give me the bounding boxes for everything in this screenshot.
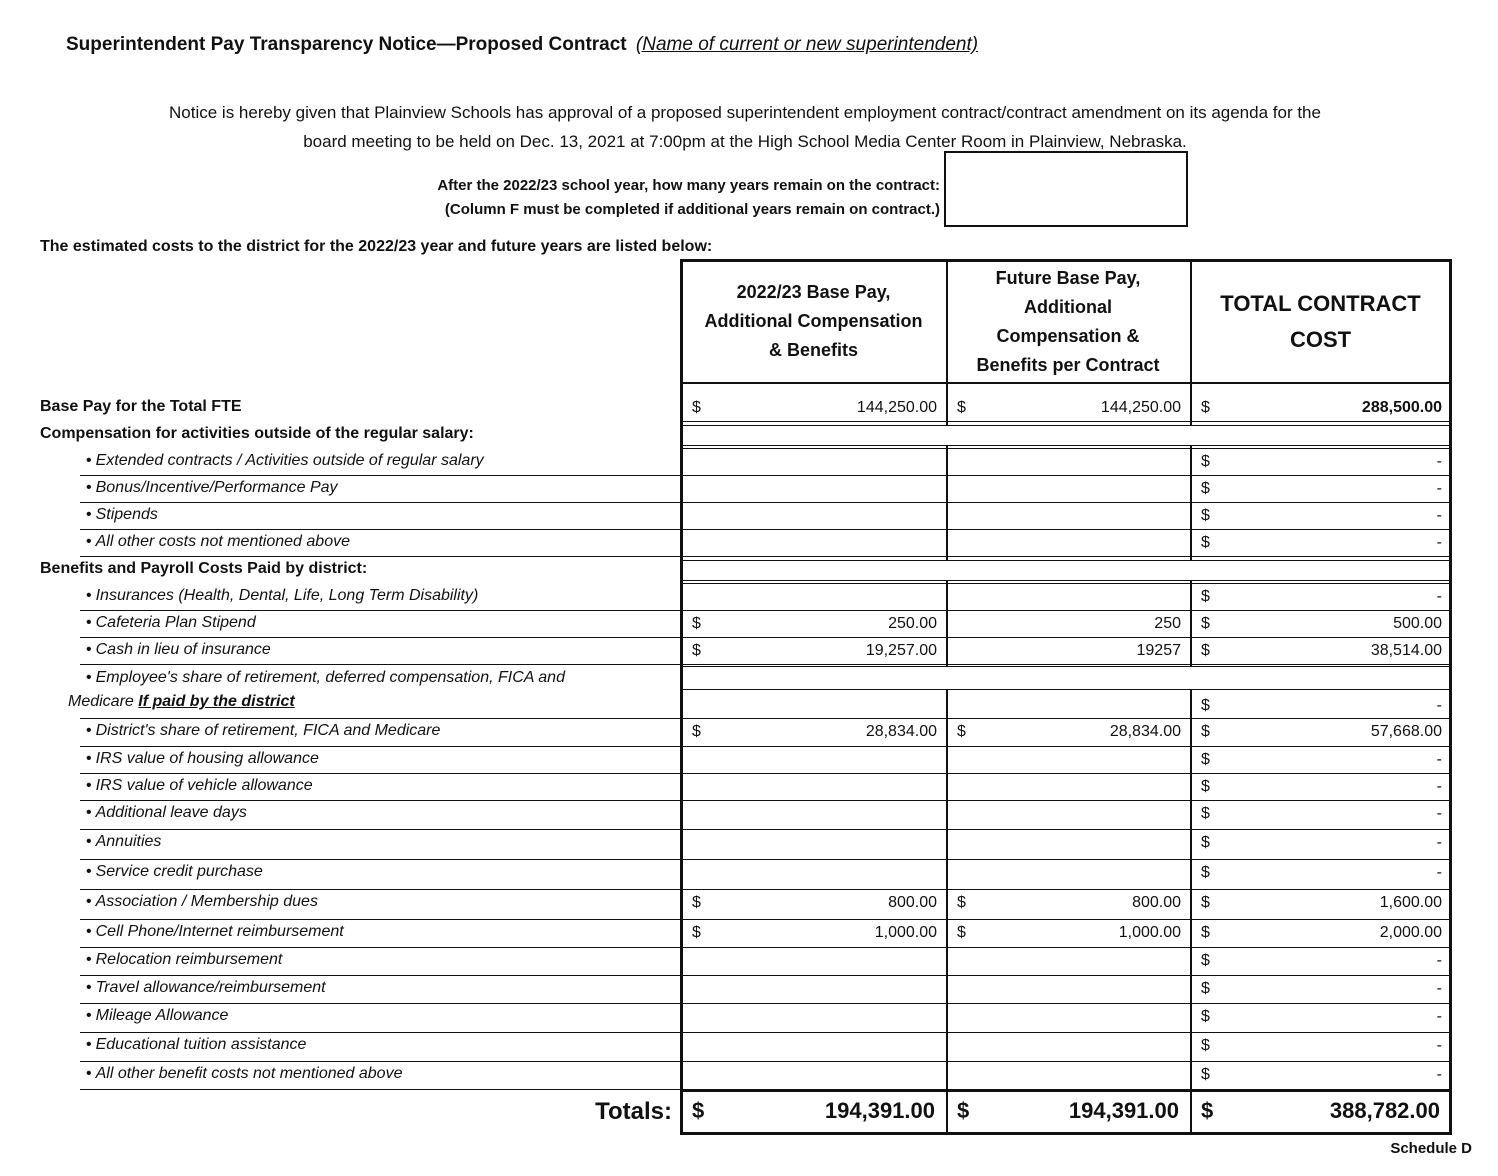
amount-cell[interactable]: - [1436,980,1442,997]
amount-cell[interactable]: 57,668.00 [1370,723,1442,740]
column-header-3 [1191,261,1450,382]
column-header-line: Future Base Pay, [995,267,1141,288]
row-underline [80,556,680,557]
row-underline [80,773,680,774]
currency-sign: $ [1201,952,1210,969]
row-label: • Association / Membership dues [86,893,318,911]
notice-paragraph [40,98,1450,156]
row-separator [682,889,1450,890]
row-label: • Cash in lieu of insurance [86,641,271,659]
row-label: • Travel allowance/reimbursement [86,979,326,997]
header-divider [682,382,1450,384]
row-label [68,666,676,714]
amount-cell[interactable]: 19257 [1136,642,1181,659]
row-underline [80,637,680,638]
row-separator [682,1003,1450,1004]
currency-sign: $ [1201,924,1210,941]
row-label: • Extended contracts / Activities outside of regular salary [86,452,484,470]
amount-cell[interactable]: - [1436,1037,1442,1054]
row-label: • Cell Phone/Internet reimbursement [86,923,344,941]
amount-cell[interactable]: 28,834.00 [1109,723,1181,740]
total-c1: 194,391.00 [824,1098,935,1123]
row-underline [80,889,680,890]
row-underline [80,1032,680,1033]
column-divider [946,261,948,1132]
row-separator [682,610,1450,611]
merged-blank-cell [682,560,1450,581]
row-separator [682,448,1450,449]
row-label: • Relocation reimbursement [86,951,282,969]
totals-separator [682,1090,1450,1092]
column-header-line: Benefits per Contract [976,354,1160,375]
row-separator [682,502,1450,503]
currency-sign: $ [1201,1037,1210,1054]
row-label: • Stipends [86,506,158,524]
amount-cell[interactable]: - [1436,834,1442,851]
totals-label: Totals: [595,1098,672,1125]
currency-sign: $ [957,924,966,941]
amount-cell[interactable]: - [1436,778,1442,795]
row-separator [682,975,1450,976]
column-header-2 [947,261,1189,382]
row-label: • IRS value of vehicle allowance [86,777,313,795]
column-header-line: 2022/23 Base Pay, [736,282,891,302]
estimate-heading: The estimated costs to the district for the 2022/23 year and future years are listed below: [40,238,713,255]
currency-sign: $ [692,894,701,911]
row-separator [682,664,1450,665]
row-label-line1: Employee's share of retirement, deferred compensation, FICA and [95,669,565,686]
currency-sign: $ [1201,642,1210,659]
row-label: • Mileage Allowance [86,1007,228,1025]
row-underline [80,829,680,830]
currency-sign: $ [692,399,701,416]
column-header-line: Compensation & [996,325,1140,346]
currency-sign: $ [957,1098,970,1123]
row-label: • District's share of retirement, FICA and Medicare [86,722,440,740]
row-underline [80,800,680,801]
currency-sign: $ [1201,399,1210,416]
row-underline [80,664,680,665]
column-header-line: TOTAL CONTRACT [1220,290,1421,316]
row-separator [682,556,1450,557]
row-label: • Bonus/Incentive/Performance Pay [86,479,338,497]
amount-cell[interactable]: 1,600.00 [1379,894,1442,911]
currency-sign: $ [1201,453,1210,470]
currency-sign: $ [1201,1008,1210,1025]
years-remaining-answer-box[interactable] [944,151,1188,227]
amount-cell[interactable]: - [1436,697,1442,714]
currency-sign: $ [1201,588,1210,605]
row-separator [682,1032,1450,1033]
amount-cell[interactable]: 800.00 [1132,894,1181,911]
years-remaining-hint: (Column F must be completed if additional years remain on contract.) [444,201,940,218]
column-header-line: Additional Compensation [704,311,923,331]
row-separator [682,800,1450,801]
schedule-label: Schedule D [1390,1140,1472,1157]
amount-cell[interactable]: - [1436,805,1442,822]
amount-cell[interactable]: 250 [1154,615,1181,632]
currency-sign: $ [1201,751,1210,768]
row-label: Benefits and Payroll Costs Paid by district: [40,560,368,577]
row-underline [80,475,680,476]
row-underline [80,1061,680,1062]
currency-sign: $ [1201,1066,1210,1083]
years-remaining-label: After the 2022/23 school year, how many years remain on the contract: [437,177,940,194]
amount-cell[interactable]: 288,500.00 [1361,399,1442,416]
currency-sign: $ [957,894,966,911]
amount-cell[interactable]: 144,250.00 [856,399,937,416]
row-label: • Insurances (Health, Dental, Life, Long Term Disability) [86,587,478,605]
amount-cell[interactable]: 250.00 [888,615,937,632]
amount-cell[interactable]: 144,250.00 [1100,399,1181,416]
row-separator [682,475,1450,476]
currency-sign: $ [1201,697,1210,714]
row-separator [682,947,1450,948]
currency-sign: $ [1201,723,1210,740]
row-separator [682,583,1450,584]
currency-sign: $ [1201,894,1210,911]
notice-line-2: board meeting to be held on Dec. 13, 2021 at 7:00pm at the High School Media Center Room in Plainview, Nebraska. [303,132,1187,151]
row-label: Compensation for activities outside of the regular salary: [40,425,474,442]
row-label-line2: Medicare [68,693,139,710]
currency-sign: $ [1201,1098,1214,1123]
column-divider [1190,261,1192,1132]
amount-cell[interactable]: - [1436,588,1442,605]
amount-cell[interactable]: 500.00 [1393,615,1442,632]
row-underline [80,947,680,948]
amount-cell[interactable]: - [1436,864,1442,881]
row-underline [80,529,680,530]
amount-cell[interactable]: - [1436,507,1442,524]
currency-sign: $ [692,723,701,740]
row-separator [682,859,1450,860]
currency-sign: $ [692,1098,705,1123]
row-underline [80,746,680,747]
row-separator [682,529,1450,530]
row-underline [80,1089,680,1090]
years-remaining-question [250,174,940,222]
row-label-emphasis: If paid by the district [138,693,295,710]
row-label: Base Pay for the Total FTE [40,398,242,415]
amount-cell[interactable]: 2,000.00 [1379,924,1442,941]
row-separator [682,829,1450,830]
amount-cell[interactable]: - [1436,534,1442,551]
title-text: Superintendent Pay Transparency Notice—Proposed Contract [66,34,627,55]
total-c2: 194,391.00 [1068,1098,1179,1123]
row-underline [80,718,680,719]
currency-sign: $ [1201,480,1210,497]
row-label: • All other benefit costs not mentioned above [86,1065,402,1083]
row-underline [80,610,680,611]
amount-cell[interactable]: 28,834.00 [865,723,937,740]
row-underline [80,975,680,976]
amount-cell[interactable]: - [1436,751,1442,768]
row-separator [682,421,1450,422]
superintendent-name-placeholder: (Name of current or new superintendent) [635,34,979,55]
row-underline [80,502,680,503]
row-underline [80,919,680,920]
row-label: • IRS value of housing allowance [86,750,319,768]
amount-cell[interactable]: - [1436,453,1442,470]
currency-sign: $ [1201,534,1210,551]
row-separator [682,718,1450,719]
total-c3: 388,782.00 [1329,1098,1440,1123]
amount-cell[interactable]: 19,257.00 [865,642,937,659]
row-label: • Educational tuition assistance [86,1036,306,1054]
row-separator [682,919,1450,920]
notice-line-1: Notice is hereby given that Plainview Schools has approval of a proposed superintendent employment contract/contract amendment on its agenda for the [169,103,1321,122]
merged-blank-cell [682,425,1450,446]
column-header-1 [682,261,945,382]
currency-sign: $ [1201,507,1210,524]
row-label: • All other costs not mentioned above [86,533,350,551]
row-label: • Additional leave days [86,804,247,822]
amount-cell[interactable]: 38,514.00 [1370,642,1442,659]
row-label: • Cafeteria Plan Stipend [86,614,256,632]
row-label: • Annuities [86,833,161,851]
currency-sign: $ [692,615,701,632]
amount-cell[interactable]: - [1436,952,1442,969]
currency-sign: $ [1201,805,1210,822]
column-header-line: & Benefits [768,340,858,360]
amount-cell[interactable]: 800.00 [888,894,937,911]
row-underline [80,1003,680,1004]
row-separator [682,773,1450,774]
row-separator [682,746,1450,747]
currency-sign: $ [1201,778,1210,795]
amount-cell[interactable]: 1,000.00 [874,924,937,941]
row-label: • Service credit purchase [86,863,263,881]
currency-sign: $ [957,399,966,416]
column-header-line: Additional [1024,296,1112,317]
currency-sign: $ [1201,615,1210,632]
amount-cell[interactable]: 1,000.00 [1118,924,1181,941]
currency-sign: $ [692,642,701,659]
amount-cell[interactable]: - [1436,480,1442,497]
merged-blank-cell [682,666,1450,690]
currency-sign: $ [1201,834,1210,851]
row-separator [682,1061,1450,1062]
currency-sign: $ [1201,980,1210,997]
row-separator [682,637,1450,638]
amount-cell[interactable]: - [1436,1008,1442,1025]
amount-cell[interactable]: - [1436,1066,1442,1083]
notice-title [66,34,978,56]
currency-sign: $ [1201,864,1210,881]
currency-sign: $ [957,723,966,740]
currency-sign: $ [692,924,701,941]
row-underline [80,859,680,860]
column-header-line: COST [1289,326,1352,352]
